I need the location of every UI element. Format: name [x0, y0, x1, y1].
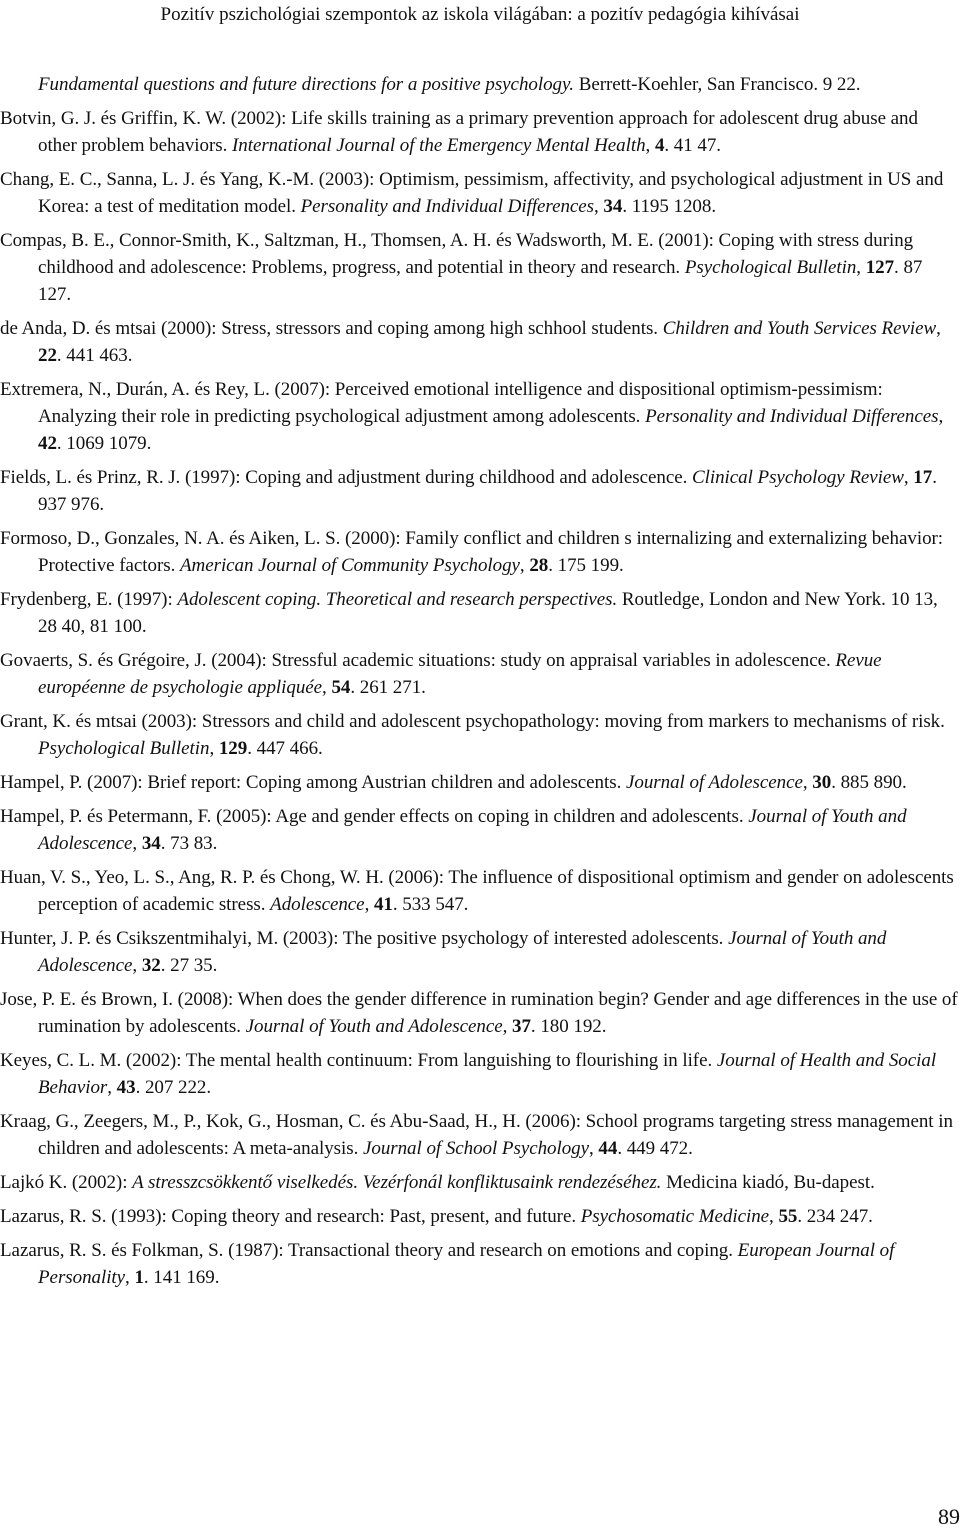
reference-text: , [936, 318, 941, 339]
reference-entry [0, 105, 958, 159]
reference-source-title: Journal of School Psychology [362, 1138, 590, 1159]
reference-volume: 4 [654, 135, 665, 156]
reference-text: , [594, 196, 604, 217]
reference-entry [0, 525, 958, 579]
reference-volume: 42 [38, 433, 57, 454]
reference-text: , [322, 677, 332, 698]
reference-text: Lazarus, R. S. (1993): Coping theory and research: Past, present, and future. [0, 1206, 581, 1227]
reference-pages: . 175 199. [548, 555, 624, 576]
reference-text: Botvin, G. J. és Griffin, K. W. (2002): Life skills training as a primary prevention approach for adolescent drug abuse and other problem behaviors. [0, 108, 918, 156]
reference-text: Medicina kiadó, Bu-dapest. [661, 1172, 875, 1193]
reference-source-title: American Journal of Community Psychology [179, 555, 520, 576]
reference-volume: 34 [603, 196, 623, 217]
reference-text: Huan, V. S., Yeo, L. S., Ang, R. P. és Chong, W. H. (2006): The influence of dispositional optimism and gender on adolescents perception of academic stress. [0, 867, 954, 915]
reference-source-title: Revue européenne de psychologie appliquée [38, 650, 882, 698]
reference-source-title: Personality and Individual Differences [300, 196, 595, 217]
reference-text: Hunter, J. P. és Csikszentmihalyi, M. (2003): The positive psychology of interested adolescents. [0, 928, 729, 949]
reference-text: Keyes, C. L. M. (2002): The mental health continuum: From languishing to flourishing in life. [0, 1050, 717, 1071]
reference-text: , [645, 135, 655, 156]
page-number: 89 [938, 1504, 960, 1529]
reference-text: , [903, 467, 914, 488]
reference-source-title: Children and Youth Services Review [662, 318, 937, 339]
reference-pages: . 447 466. [247, 738, 323, 759]
reference-source-title: Journal of Youth and Adolescence [38, 928, 887, 976]
reference-volume: 34 [141, 833, 161, 854]
reference-text: Compas, B. E., Connor-Smith, K., Saltzman, H., Thomsen, A. H. és Wadsworth, M. E. (2001): Coping with stress during childhood and adolescence: Problems, progress, and potential in theory and research. [0, 230, 914, 278]
reference-source-title: Psychosomatic Medicine [580, 1206, 770, 1227]
reference-text: , [209, 738, 219, 759]
reference-entry [0, 1169, 958, 1196]
reference-text: Grant, K. és mtsai (2003): Stressors and child and adolescent psychopathology: moving from markers to mechanisms of risk. [0, 711, 945, 732]
reference-entry [0, 166, 958, 220]
reference-source-title: European Journal of Personality [38, 1240, 895, 1288]
reference-entry [0, 227, 958, 308]
reference-entry [0, 71, 958, 98]
reference-pages: . 1195 1208. [622, 196, 717, 217]
reference-text: , [938, 406, 944, 427]
reference-pages: . 261 271. [350, 677, 426, 698]
reference-pages: 22. [832, 74, 861, 95]
reference-volume: 55 [778, 1206, 798, 1227]
reference-text: de Anda, D. és mtsai (2000): Stress, stressors and coping among high schhool students. [0, 318, 663, 339]
reference-source-title: Journal of Health and Social Behavior [38, 1050, 937, 1098]
reference-source-title: Fundamental questions and future directions for a positive psychology. [38, 74, 575, 95]
reference-source-title: Clinical Psychology Review [692, 467, 904, 488]
reference-pages: . 234 247. [797, 1206, 873, 1227]
reference-volume: 43 [116, 1077, 136, 1098]
reference-text: , [589, 1138, 599, 1159]
reference-text: Routledge, London and New York. 10 13, 28 40, 81 100. [38, 589, 938, 637]
reference-volume: 129 [218, 738, 248, 759]
reference-text: Govaerts, S. és Grégoire, J. (2004): Stressful academic situations: study on appraisal variables in adolescence. [0, 650, 836, 671]
reference-text: Berrett-Koehler, San Francisco. 9 [574, 74, 833, 95]
reference-entry [0, 925, 958, 979]
reference-volume: 30 [812, 772, 832, 793]
reference-text: , [856, 257, 866, 278]
reference-entry [0, 1108, 958, 1162]
reference-text: Hampel, P. és Petermann, F. (2005): Age and gender effects on coping in children and adolescents. [0, 806, 749, 827]
reference-text: , [802, 772, 813, 793]
reference-source-title: Journal of Adolescence [626, 772, 803, 793]
reference-text: , [132, 833, 142, 854]
reference-entry [0, 1047, 958, 1101]
reference-source-title: Adolescent coping. Theoretical and research perspectives. [177, 589, 618, 610]
reference-volume: 22 [38, 345, 57, 366]
reference-volume: 17 [913, 467, 933, 488]
reference-text: Fields, L. és Prinz, R. J. (1997): Coping and adjustment during childhood and adolescence. [0, 467, 693, 488]
reference-source-title: Psychological Bulletin [684, 257, 857, 278]
reference-volume: 54 [331, 677, 351, 698]
reference-text: Lazarus, R. S. és Folkman, S. (1987): Transactional theory and research on emotions and coping. [0, 1240, 738, 1261]
reference-entry [0, 1203, 958, 1230]
reference-pages: . 180 192. [530, 1016, 607, 1037]
reference-source-title: Adolescence [270, 894, 365, 915]
reference-text: , [519, 555, 530, 576]
reference-pages: . 937 976. [38, 467, 937, 515]
reference-volume: 41 [373, 894, 393, 915]
reference-entry [0, 647, 958, 701]
reference-text: , [125, 1267, 135, 1288]
reference-text: Lajkó K. (2002): [0, 1172, 133, 1193]
reference-entry [0, 376, 958, 457]
reference-pages: . 87 127. [38, 257, 923, 305]
reference-volume: 127 [865, 257, 895, 278]
reference-text: Jose, P. E. és Brown, I. (2008): When does the gender difference in rumination begin? Gender and age differences in the use of rumination by adolescents. [0, 989, 958, 1037]
reference-text: , [502, 1016, 513, 1037]
reference-source-title: International Journal of the Emergency Mental Health [231, 135, 646, 156]
reference-pages: . 73 83. [160, 833, 218, 854]
reference-source-title: Psychological Bulletin [38, 738, 210, 759]
reference-entry [0, 586, 958, 640]
reference-pages: . 41 47. [664, 135, 721, 156]
reference-pages: . 1069 1079. [56, 433, 152, 454]
reference-pages: . 449 472. [617, 1138, 693, 1159]
reference-pages: . 885 890. [831, 772, 907, 793]
reference-text: Kraag, G., Zeegers, M., P., Kok, G., Hosman, C. és Abu-Saad, H., H. (2006): School programs targeting stress management in children and adolescents: A meta-analysis. [0, 1111, 953, 1159]
reference-entry [0, 864, 958, 918]
reference-entry [0, 986, 958, 1040]
reference-text: Hampel, P. (2007): Brief report: Coping among Austrian children and adolescents. [0, 772, 626, 793]
reference-text: Formoso, D., Gonzales, N. A. és Aiken, L. S. (2000): Family conflict and children s internalizing and externalizing behavior: Protective factors. [0, 528, 944, 576]
running-header: Pozitív pszichológiai szempontok az iskola világában: a pozitív pedagógia kihívásai [160, 4, 800, 25]
reference-entry [0, 464, 958, 518]
reference-volume: 32 [141, 955, 161, 976]
reference-text: , [364, 894, 374, 915]
reference-entry [0, 315, 958, 369]
reference-source-title: Personality and Individual Differences [645, 406, 939, 427]
reference-pages: . 533 547. [392, 894, 469, 915]
reference-text: Frydenberg, E. (1997): [0, 589, 178, 610]
reference-list [0, 71, 958, 1298]
reference-entry [0, 1237, 958, 1291]
reference-text: Extremera, N., Durán, A. és Rey, L. (2007): Perceived emotional intelligence and dispositional optimism-pessimism: Analyzing their role in predicting psychological adjustment among adolescents. [0, 379, 883, 427]
reference-source-title: A stresszcsökkentő viselkedés. Vezérfonál konfliktusaink rendezéséhez. [132, 1172, 662, 1193]
reference-pages: . 141 169. [143, 1267, 220, 1288]
reference-pages: . 441 463. [56, 345, 133, 366]
reference-text: , [132, 955, 142, 976]
reference-volume: 1 [134, 1267, 144, 1288]
reference-source-title: Journal of Youth and Adolescence [38, 806, 907, 854]
reference-volume: 28 [529, 555, 549, 576]
reference-entry [0, 769, 958, 796]
reference-text: , [107, 1077, 117, 1098]
reference-pages: . 27 35. [160, 955, 218, 976]
reference-text: Chang, E. C., Sanna, L. J. és Yang, K.-M. (2003): Optimism, pessimism, affectivity, and psychological adjustment in US and Korea: a test of meditation model. [0, 169, 944, 217]
reference-pages: . 207 222. [135, 1077, 212, 1098]
reference-volume: 44 [598, 1138, 618, 1159]
reference-text: , [769, 1206, 779, 1227]
reference-entry [0, 708, 958, 762]
reference-entry [0, 803, 958, 857]
reference-volume: 37 [512, 1016, 531, 1037]
reference-source-title: Journal of Youth and Adolescence [245, 1016, 503, 1037]
